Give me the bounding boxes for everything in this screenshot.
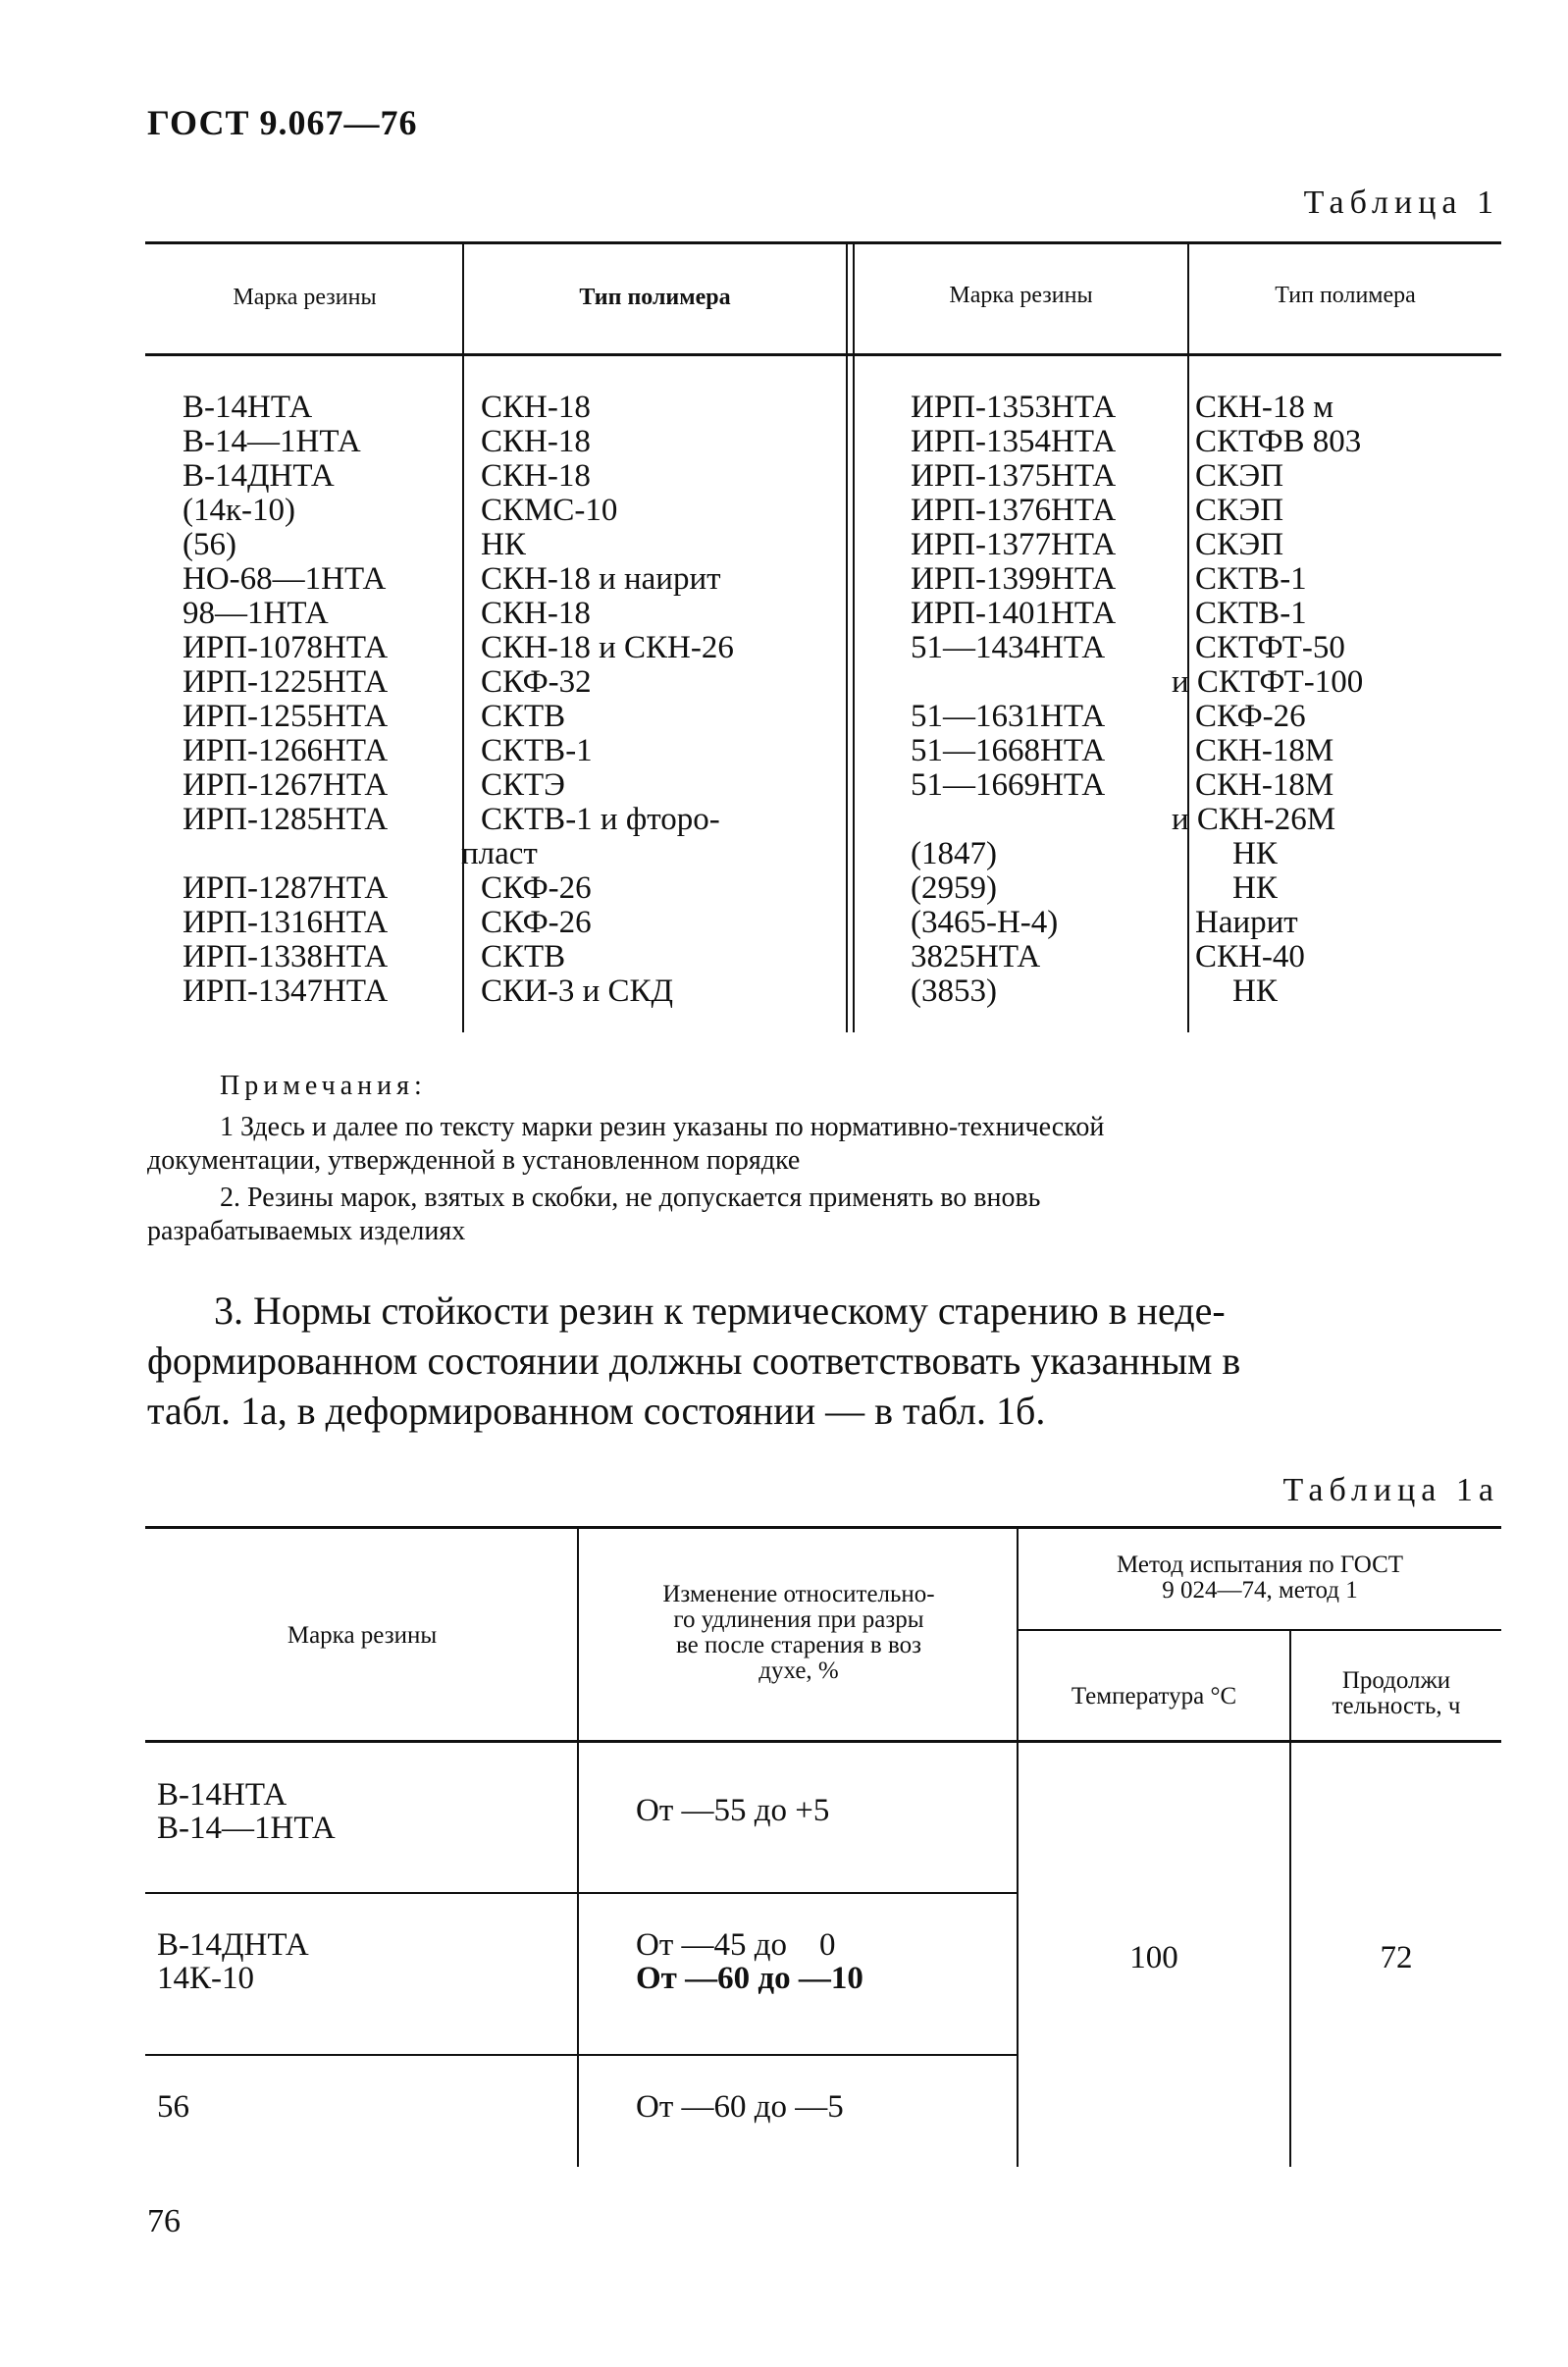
- table1-cell-mark: ИРП-1353НТА: [911, 390, 1117, 425]
- table1-cell-mark: 51—1631НТА: [911, 699, 1106, 734]
- table1a-cell-mark: В-14ДНТА: [157, 1927, 309, 1963]
- table1-cell-mark: В-14—1НТА: [183, 424, 361, 459]
- table1-header-polymer-2: Тип полимера: [1275, 283, 1416, 308]
- table1-double-divider-b: [853, 244, 855, 1032]
- table1a-header-rule: [145, 1740, 1501, 1743]
- table1-cell-mark: (2959): [911, 870, 997, 906]
- table1-cell-polymer: СКИ-3 и СКД: [481, 973, 674, 1009]
- table1-cell-mark: (1847): [911, 836, 997, 871]
- table1-header-mark-1: Марка резины: [233, 285, 377, 310]
- table1-cell-polymer: НК: [481, 527, 526, 562]
- table1-cell-mark: ИРП-1225НТА: [183, 664, 389, 700]
- table1a-header-change-line: го удлинения при разры: [673, 1606, 924, 1633]
- paragraph-line-2: формированном состоянии должны соответствовать указанным в: [147, 1339, 1241, 1383]
- table1-cell-mark: ИРП-1376НТА: [911, 493, 1117, 528]
- table1-cell-polymer: СКЭП: [1195, 527, 1284, 562]
- table1-cell-mark: (3853): [911, 973, 997, 1009]
- table1-cell-polymer: СКТВ-1 и фторо-: [481, 802, 720, 837]
- table1-column-marks-1: [183, 391, 388, 1009]
- table1-divider-3: [1187, 244, 1189, 1032]
- table1-cell-polymer: СКН-18: [481, 390, 591, 425]
- table1a-header-change-line: ве после старения в воз: [675, 1632, 921, 1658]
- table1-cell-mark: ИРП-1285НТА: [183, 802, 389, 837]
- table1-cell-polymer: СКН-18: [481, 424, 591, 459]
- table1-cell-mark: ИРП-1287НТА: [183, 870, 389, 906]
- note-2-line-2: разрабатываемых изделиях: [147, 1216, 466, 1246]
- table1-cell-polymer: СКЭП: [1195, 458, 1284, 494]
- table1a-header-method-line: 9 024—74, метод 1: [1162, 1577, 1358, 1604]
- table1-cell-mark: В-14НТА: [183, 390, 313, 425]
- table1-cell-polymer: СКТФВ 803: [1195, 424, 1362, 459]
- table1-cell-polymer: НК: [1232, 973, 1278, 1009]
- table1-cell-polymer: СКТВ-1: [1195, 561, 1307, 597]
- table1-cell-polymer: СКН-18: [481, 596, 591, 631]
- table1-cell-mark: 98—1НТА: [183, 596, 329, 631]
- table1a-divider-1: [577, 1529, 579, 2167]
- table1a-cell-mark: 56: [157, 2089, 189, 2125]
- table1-cell-mark: [911, 665, 1116, 700]
- table1a-header-mark: Марка резины: [287, 1622, 438, 1649]
- notes-title: Примечания:: [220, 1071, 427, 1101]
- table1-cell-polymer: НК: [1232, 836, 1278, 871]
- table1-cell-polymer: СКН-18М: [1195, 733, 1334, 768]
- table1-cell-mark: 51—1669НТА: [911, 767, 1106, 803]
- table1a-cell-mark: В-14НТА: [157, 1777, 287, 1813]
- table1-cell-mark: НО-68—1НТА: [183, 561, 387, 597]
- table1-cell-mark: ИРП-1347НТА: [183, 973, 389, 1009]
- table1-cell-polymer: пласт: [461, 836, 538, 871]
- table1a-header-method-line: Метод испытания по ГОСТ: [1116, 1552, 1404, 1578]
- table1a-header-duration: [1291, 1668, 1501, 1719]
- table1-cell-polymer: СКФ-26: [481, 870, 592, 906]
- table1-cell-mark: ИРП-1078НТА: [183, 630, 389, 665]
- table1a-header-method: [1019, 1552, 1501, 1604]
- table1a-cell-mark: В-14—1НТА: [157, 1811, 336, 1846]
- table1-cell-polymer: СКН-18 м: [1195, 390, 1333, 425]
- table1a-row-1-change: [636, 1794, 829, 1827]
- table1-header-mark-2: Марка резины: [949, 283, 1093, 308]
- table1-cell-mark: [911, 803, 1116, 837]
- table1a-row-rule-2: [145, 2054, 1017, 2056]
- table1a-cell-change: От —55 до +5: [636, 1793, 830, 1828]
- table1-column-polymers-1: [461, 390, 734, 1009]
- table1-cell-mark: ИРП-1375НТА: [911, 458, 1117, 494]
- table1-cell-mark: [183, 837, 388, 871]
- table1-cell-mark: ИРП-1316НТА: [183, 905, 389, 940]
- table1a-row-3-marks: [157, 2090, 189, 2124]
- table1a-header-change: [581, 1582, 1017, 1684]
- table1a-row-1-marks: [157, 1778, 336, 1845]
- table1-cell-polymer: СКН-18 и наирит: [481, 561, 721, 597]
- table1a-row-2-marks: [157, 1928, 309, 1995]
- table1-cell-mark: 51—1434НТА: [911, 630, 1106, 665]
- table1-cell-mark: ИРП-1255НТА: [183, 699, 389, 734]
- table1a-duration-value: 72: [1380, 1940, 1413, 1975]
- table1a-cell-change: От —60 до —10: [636, 1961, 863, 1996]
- table1-cell-mark: ИРП-1266НТА: [183, 733, 389, 768]
- table1a-divider-2: [1017, 1529, 1019, 2167]
- table1-cell-mark: (3465-Н-4): [911, 905, 1059, 940]
- table1-caption: Таблица 1: [1303, 184, 1499, 221]
- table1a-cell-change: От —45 до 0: [636, 1927, 836, 1963]
- note-2-line-1: 2. Резины марок, взятых в скобки, не допускается применять во вновь: [220, 1183, 1041, 1213]
- table1-cell-polymer: СКТВ-1: [481, 733, 593, 768]
- table1a-temperature-value: 100: [1129, 1940, 1178, 1975]
- table1a-top-rule: [145, 1526, 1501, 1529]
- table1a-method-rule: [1017, 1629, 1501, 1631]
- table1a-header-change-line: Изменение относительно-: [662, 1581, 935, 1607]
- table1-cell-polymer: СКФ-32: [481, 664, 592, 700]
- table1-double-divider-a: [846, 244, 848, 1032]
- document-code: ГОСТ 9.067—76: [147, 103, 418, 142]
- note-1-line-1: 1 Здесь и далее по тексту марки резин указаны по нормативно-технической: [220, 1112, 1105, 1142]
- table1-cell-mark: (56): [183, 527, 236, 562]
- paragraph-line-1: 3. Нормы стойкости резин к термическому старению в неде-: [214, 1289, 1226, 1333]
- table1-column-marks-2: [911, 391, 1116, 1009]
- table1a-row-rule-1: [145, 1892, 1017, 1894]
- table1-top-rule: [145, 241, 1501, 244]
- table1-header-rule: [145, 353, 1501, 356]
- table1-cell-polymer: СКФ-26: [481, 905, 592, 940]
- table1-cell-mark: ИРП-1401НТА: [911, 596, 1117, 631]
- table1-cell-polymer: СКН-18 и СКН-26: [481, 630, 734, 665]
- table1-cell-polymer: и СКТФТ-100: [1172, 664, 1364, 700]
- paragraph-line-3: табл. 1а, в деформированном состоянии — в табл. 1б.: [147, 1389, 1046, 1433]
- note-1-line-2: документации, утвержденной в установленном порядке: [147, 1145, 801, 1176]
- table1-column-polymers-2: [1172, 390, 1364, 1009]
- table1-cell-polymer: СКТЭ: [481, 767, 565, 803]
- table1-cell-mark: ИРП-1377НТА: [911, 527, 1117, 562]
- table1-cell-polymer: СКМС-10: [481, 493, 618, 528]
- table1a-cell-mark: 14К-10: [157, 1961, 254, 1996]
- table1-cell-polymer: СКТВ: [481, 939, 566, 974]
- table1-cell-polymer: СКН-40: [1195, 939, 1305, 974]
- table1-cell-polymer: СКТВ: [481, 699, 566, 734]
- table1-cell-polymer: СКТФТ-50: [1195, 630, 1345, 665]
- table1-cell-polymer: СКН-18М: [1195, 767, 1334, 803]
- table1-cell-mark: ИРП-1338НТА: [183, 939, 389, 974]
- table1-cell-polymer: СКЭП: [1195, 493, 1284, 528]
- table1-cell-polymer: и СКН-26М: [1172, 802, 1336, 837]
- page-number: 76: [147, 2203, 181, 2239]
- table1a-header-temperature: Температура °С: [1071, 1683, 1237, 1710]
- table1-cell-polymer: НК: [1232, 870, 1278, 906]
- table1-header-polymer-1: Тип полимера: [579, 285, 731, 310]
- table1a-cell-change: От —60 до —5: [636, 2089, 844, 2125]
- table1a-header-duration-line: Продолжи: [1341, 1667, 1451, 1694]
- table1a-header-change-line: духе, %: [758, 1657, 839, 1684]
- table1-cell-mark: 51—1668НТА: [911, 733, 1106, 768]
- table1-cell-polymer: СКН-18: [481, 458, 591, 494]
- table1-cell-mark: ИРП-1399НТА: [911, 561, 1117, 597]
- table1a-row-2-change: [636, 1928, 863, 1995]
- table1-cell-mark: ИРП-1354НТА: [911, 424, 1117, 459]
- table1-cell-mark: В-14ДНТА: [183, 458, 335, 494]
- table1-cell-polymer: Наирит: [1195, 905, 1298, 940]
- table1-cell-mark: (14к-10): [183, 493, 296, 528]
- table1a-header-duration-line: тельность, ч: [1332, 1693, 1461, 1719]
- table1a-caption: Таблица 1а: [1282, 1472, 1499, 1508]
- table1a-row-3-change: [636, 2090, 844, 2124]
- table1-cell-polymer: СКФ-26: [1195, 699, 1306, 734]
- table1-cell-polymer: СКТВ-1: [1195, 596, 1307, 631]
- table1-divider-1: [462, 244, 464, 1032]
- table1-cell-mark: 3825НТА: [911, 939, 1041, 974]
- table1-cell-mark: ИРП-1267НТА: [183, 767, 389, 803]
